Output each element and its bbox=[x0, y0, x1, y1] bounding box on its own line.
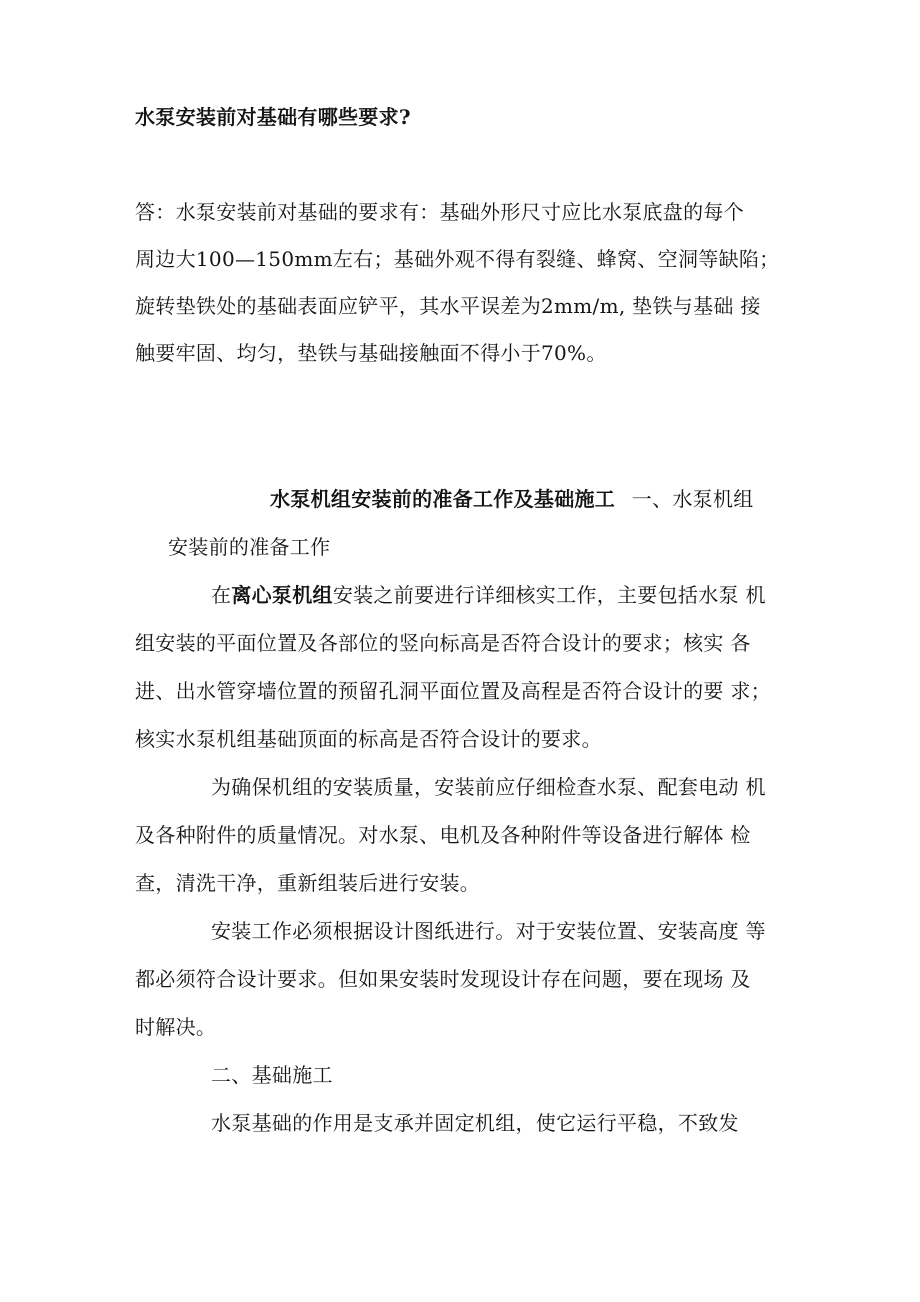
article-heading-line bbox=[270, 487, 754, 511]
paragraph-line bbox=[211, 583, 766, 607]
paragraph-line: 核实水泵机组基础顶面的标高是否符合设计的要求。 bbox=[135, 727, 602, 751]
paragraph-line: 查，清洗干净，重新组装后进行安装。 bbox=[135, 871, 481, 895]
answer-line: 触要牢固、均匀，垫铁与基础接触面不得小于70%。 bbox=[135, 341, 607, 365]
question-title: 水泵安装前对基础有哪些要求? bbox=[135, 105, 411, 129]
paragraph-line: 组安装的平面位置及各部位的竖向标高是否符合设计的要求；核实 各 bbox=[135, 631, 751, 655]
answer-line: 旋转垫铁处的基础表面应铲平，其水平误差为2mm/m, 垫铁与基础 接 bbox=[135, 294, 761, 318]
paragraph-line: 为确保机组的安装质量，安装前应仔细检查水泵、配套电动 机 bbox=[211, 775, 766, 799]
bold-term: 离心泵机组 bbox=[231, 583, 333, 607]
section-heading: 二、基础施工 bbox=[211, 1063, 333, 1087]
paragraph-rest: 安装之前要进行详细核实工作，主要包括水泵 机 bbox=[332, 583, 766, 607]
article-heading: 水泵机组安装前的准备工作及基础施工 bbox=[270, 487, 616, 511]
answer-line: 答：水泵安装前对基础的要求有：基础外形尺寸应比水泵底盘的每个 bbox=[135, 200, 744, 224]
paragraph-line: 时解决。 bbox=[135, 1015, 217, 1039]
paragraph-line: 进、出水管穿墙位置的预留孔洞平面位置及高程是否符合设计的要 求； bbox=[135, 679, 771, 703]
paragraph-line: 及各种附件的质量情况。对水泵、电机及各种附件等设备进行解体 检 bbox=[135, 823, 751, 847]
paragraph-4: 水泵基础的作用是支承并固定机组，使它运行平稳，不致发 bbox=[211, 1111, 739, 1135]
answer-line: 周边大100—150mm左右；基础外观不得有裂缝、蜂窝、空洞等缺陷； bbox=[135, 247, 780, 271]
article-heading-tail: 一、水泵机组 bbox=[631, 487, 754, 511]
paragraph-prefix: 在 bbox=[211, 583, 232, 607]
paragraph-line: 都必须符合设计要求。但如果安装时发现设计存在问题，要在现场 及 bbox=[135, 967, 751, 991]
article-subheading: 安装前的准备工作 bbox=[168, 535, 331, 559]
paragraph-line: 安装工作必须根据设计图纸进行。对于安装位置、安装高度 等 bbox=[211, 919, 766, 943]
